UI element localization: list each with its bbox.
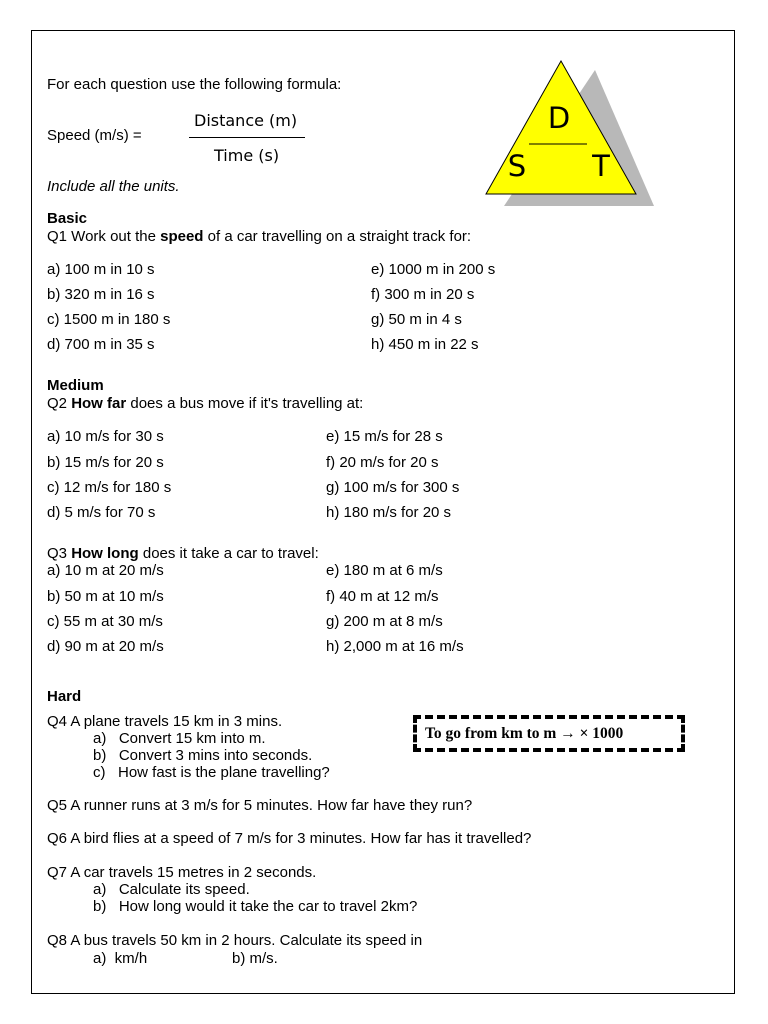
speed-label: Speed (m/s) = — [47, 127, 142, 144]
fraction-bar — [189, 137, 305, 138]
section-heading-basic: Basic — [47, 210, 88, 227]
q3-suffix: does it take a car to travel: — [138, 545, 319, 562]
q3-item: g) 200 m at 8 m/s — [326, 613, 443, 630]
q3-item: b) 50 m at 10 m/s — [47, 588, 164, 605]
q1-prefix: Q1 Work out the — [47, 228, 161, 245]
q8-part-b: b) m/s. — [232, 950, 278, 967]
q2-item: d) 5 m/s for 70 s — [47, 504, 156, 521]
triangle-letter-t: T — [592, 149, 610, 183]
q2-keyword: How far — [71, 395, 127, 412]
question-4: Q4 A plane travels 15 km in 3 mins. — [47, 713, 283, 730]
q1-item: f) 300 m in 20 s — [371, 286, 475, 303]
q2-item: b) 15 m/s for 20 s — [47, 454, 164, 471]
q3-item: e) 180 m at 6 m/s — [326, 562, 443, 579]
question-6: Q6 A bird flies at a speed of 7 m/s for 3 minutes. How far has it travelled? — [47, 830, 532, 847]
section-heading-hard: Hard — [47, 688, 82, 705]
q2-suffix: does a bus move if it's travelling at: — [126, 395, 364, 412]
q1-item: b) 320 m in 16 s — [47, 286, 155, 303]
question-1 — [47, 228, 471, 246]
question-3 — [47, 545, 319, 563]
q7-part: b) How long would it take the car to travel 2km? — [93, 898, 418, 915]
q3-prefix: Q3 — [47, 545, 72, 562]
q2-prefix: Q2 — [47, 395, 72, 412]
q1-item: g) 50 m in 4 s — [371, 311, 462, 328]
q2-item: f) 20 m/s for 20 s — [326, 454, 439, 471]
q3-item: c) 55 m at 30 m/s — [47, 613, 163, 630]
q4-part: c) How fast is the plane travelling? — [93, 764, 330, 781]
q3-keyword: How long — [71, 545, 139, 562]
dst-triangle-diagram — [480, 56, 660, 211]
q2-item: h) 180 m/s for 20 s — [326, 504, 452, 521]
q3-item: d) 90 m at 20 m/s — [47, 638, 164, 655]
q1-item: h) 450 m in 22 s — [371, 336, 479, 353]
question-8: Q8 A bus travels 50 km in 2 hours. Calculate its speed in — [47, 932, 423, 949]
q3-item: a) 10 m at 20 m/s — [47, 562, 164, 579]
triangle-letter-d: D — [547, 101, 571, 135]
q8-part-a: a) km/h — [93, 950, 148, 967]
q1-item: d) 700 m in 35 s — [47, 336, 155, 353]
section-heading-medium: Medium — [47, 377, 104, 394]
q2-item: e) 15 m/s for 28 s — [326, 428, 443, 445]
q1-item: c) 1500 m in 180 s — [47, 311, 171, 328]
question-7: Q7 A car travels 15 metres in 2 seconds. — [47, 864, 317, 881]
question-2 — [47, 395, 363, 413]
q1-suffix: of a car travelling on a straight track for: — [203, 228, 472, 245]
q1-keyword: speed — [160, 228, 204, 245]
q3-item: f) 40 m at 12 m/s — [326, 588, 439, 605]
q2-item: c) 12 m/s for 180 s — [47, 479, 172, 496]
question-5: Q5 A runner runs at 3 m/s for 5 minutes. How far have they run? — [47, 797, 473, 814]
conversion-tip-text: To go from km to m → × 1000 — [425, 725, 624, 742]
q4-part: b) Convert 3 mins into seconds. — [93, 747, 313, 764]
q1-item: e) 1000 m in 200 s — [371, 261, 496, 278]
triangle-letter-s: S — [507, 149, 527, 183]
units-note: Include all the units. — [47, 178, 180, 195]
q1-item: a) 100 m in 10 s — [47, 261, 155, 278]
q4-part: a) Convert 15 km into m. — [93, 730, 266, 747]
q3-item: h) 2,000 m at 16 m/s — [326, 638, 464, 655]
q2-item: g) 100 m/s for 300 s — [326, 479, 460, 496]
q7-part: a) Calculate its speed. — [93, 881, 250, 898]
q2-item: a) 10 m/s for 30 s — [47, 428, 164, 445]
formula-denominator: Time (s) — [214, 146, 280, 165]
formula-numerator: Distance (m) — [194, 111, 298, 130]
formula-instruction: For each question use the following formula: — [47, 76, 342, 93]
